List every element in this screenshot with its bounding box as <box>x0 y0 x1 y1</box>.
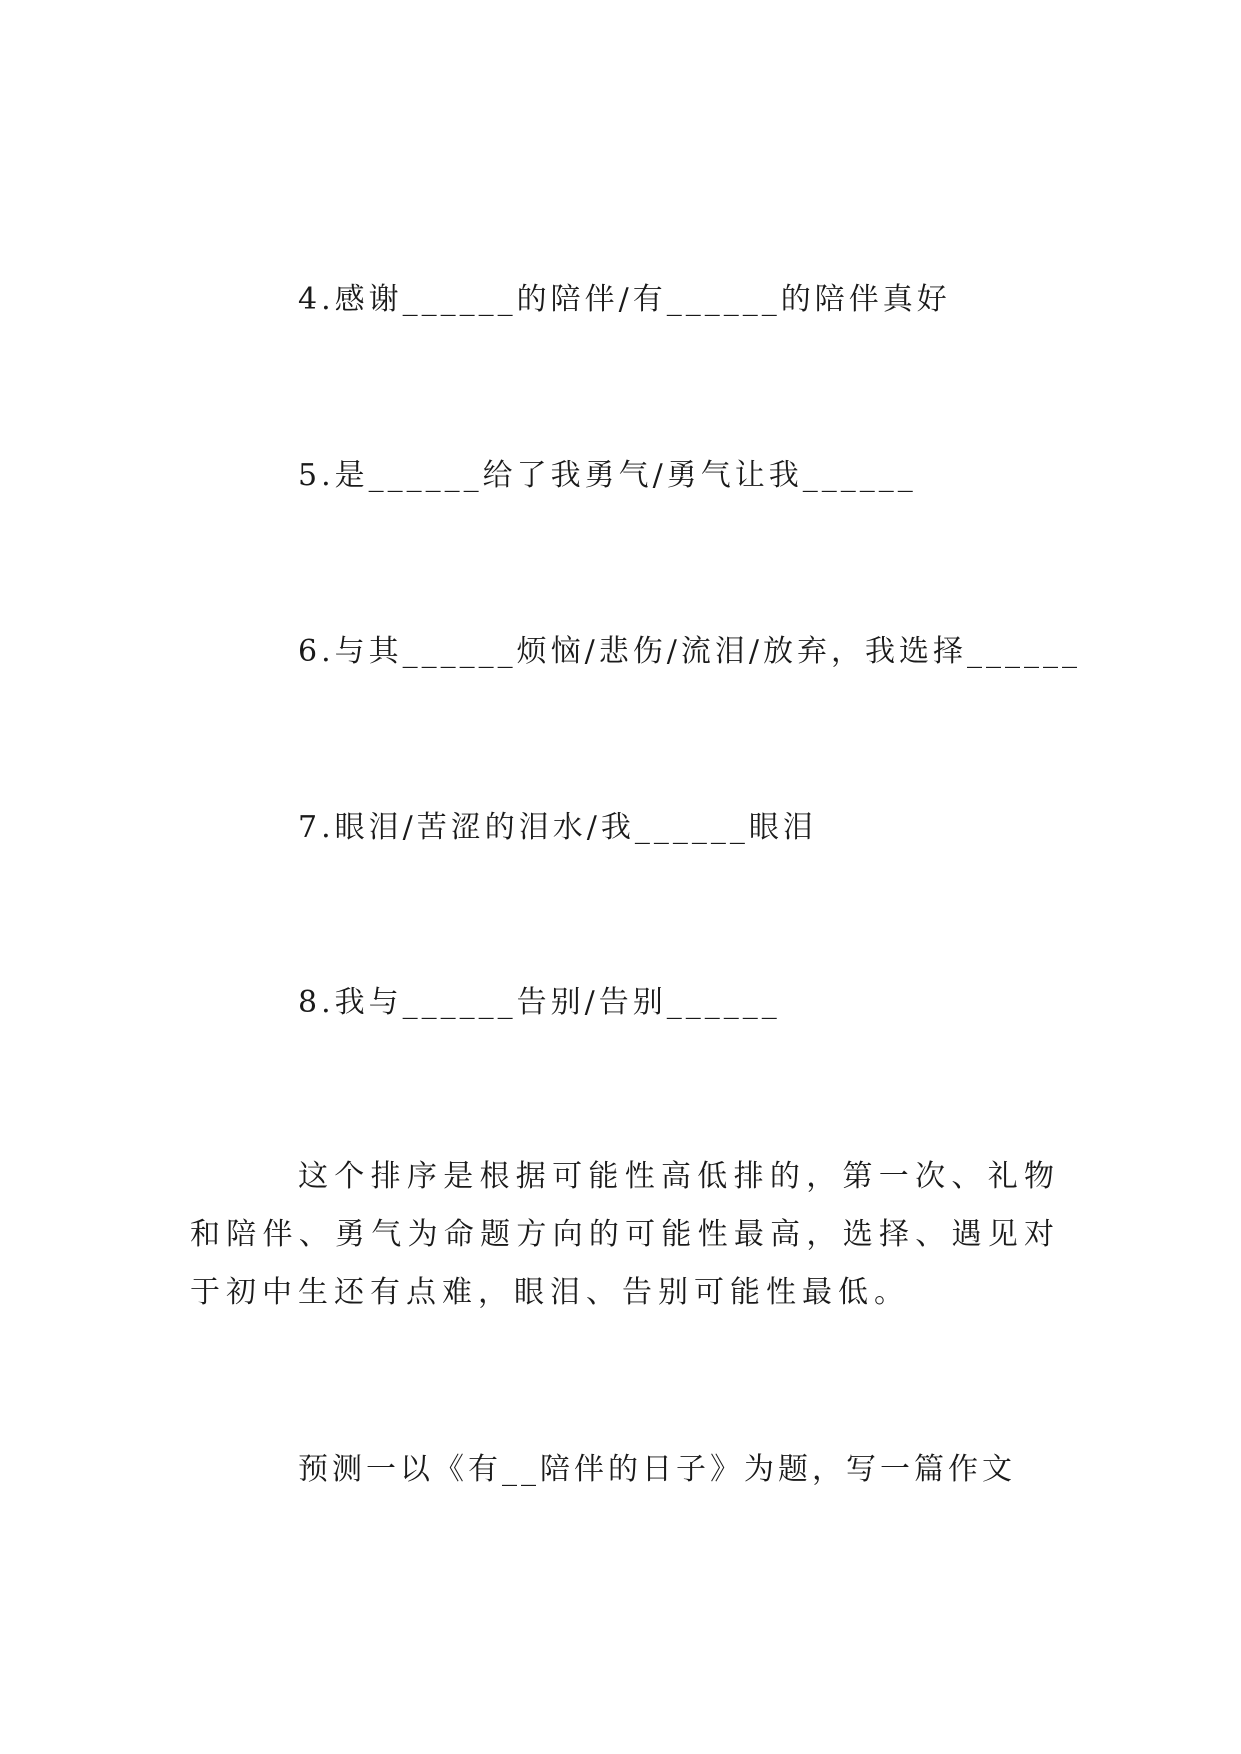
prompt-item-8: 8.我与______告别/告别______ <box>298 985 781 1020</box>
ranking-explanation-paragraph: 这个排序是根据可能性高低排的，第一次、礼物和陪伴、勇气为命题方向的可能性最高，选择、遇见对于初中生还有点难，眼泪、告别可能性最低。 <box>190 1159 1060 1310</box>
prediction-heading: 预测一以《有__陪伴的日子》为题，写一篇作文 <box>298 1452 1016 1487</box>
prompt-item-5: 5.是______给了我勇气/勇气让我______ <box>298 458 917 493</box>
prompt-item-4: 4.感谢______的陪伴/有______的陪伴真好 <box>298 282 951 317</box>
prompt-item-7: 7.眼泪/苦涩的泪水/我______眼泪 <box>298 810 817 845</box>
prompt-item-6: 6.与其______烦恼/悲伤/流泪/放弃，我选择______ <box>298 634 1081 669</box>
